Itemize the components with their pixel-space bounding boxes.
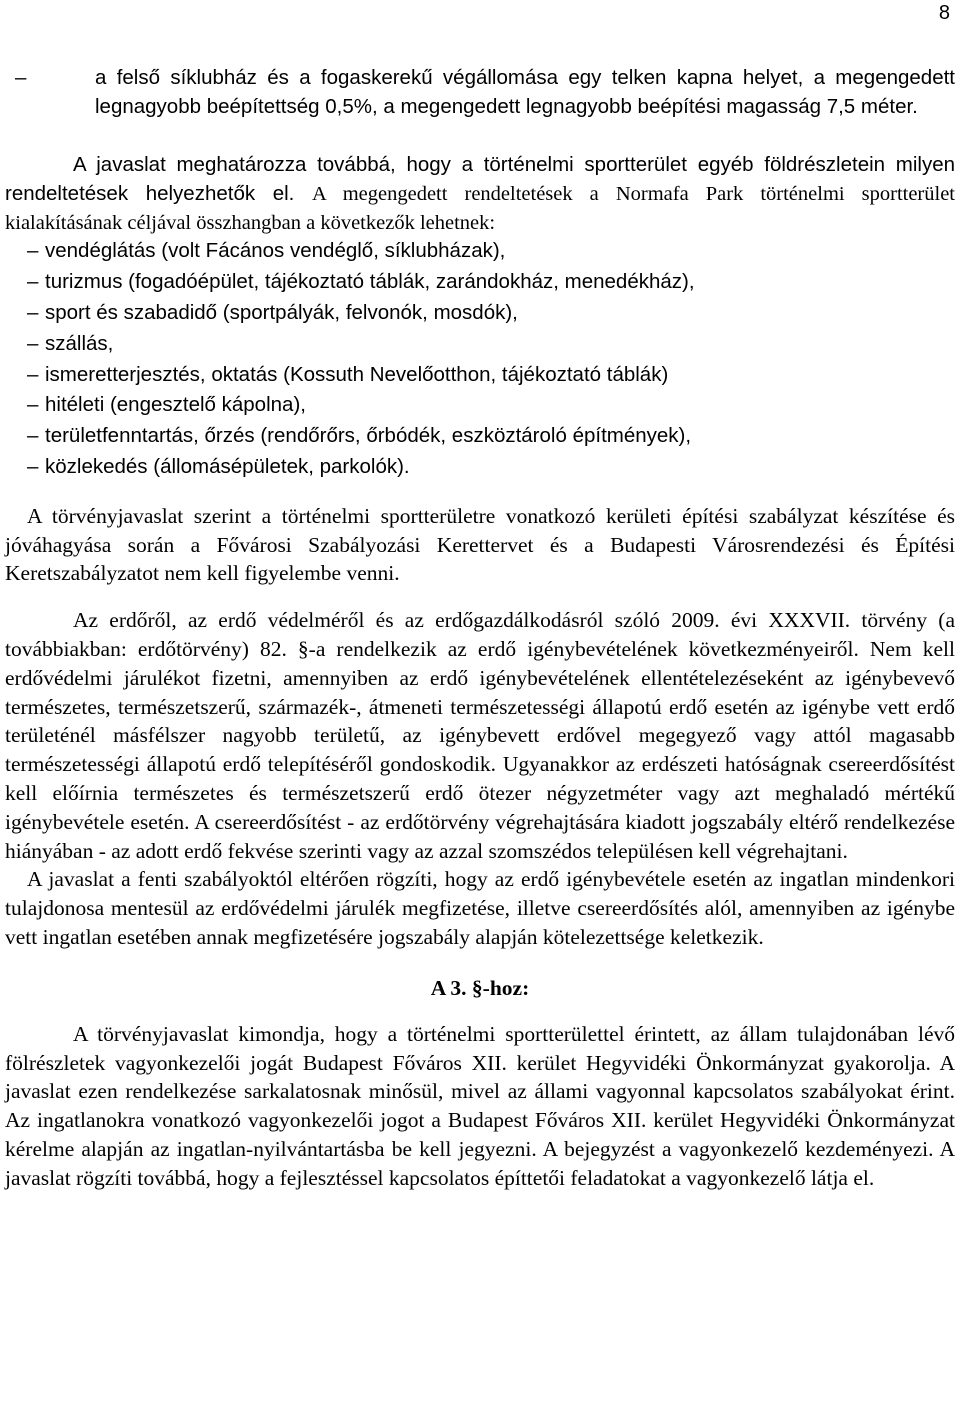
paragraph-permitted-uses — [5, 151, 955, 237]
paragraph-permitted-uses-rest: A megengedett rendeltetések a Normafa Park történelmi sportterület kialakításának céljával összhangban a következők lehetnek: — [5, 182, 955, 234]
list-item — [5, 299, 955, 330]
dash-marker: – — [27, 424, 39, 448]
paragraph-asset-management: A törvényjavaslat kimondja, hogy a történelmi sportterülettel érintett, az állam tulajdonában lévő fölrészletek vagyonkezelői jogát Budapest Főváros XII. kerület Hegyvidéki Önkormányzat gyakorolja. A javaslat ezen rendelkezése sarkalatosnak minősül, mivel az állami vagyonnal kapcsolatos szabályokat érint. Az ingatlanokra vonatkozó vagyonkezelői jogot a Budapest Főváros XII. kerület Hegyvidéki Önkormányzat kérelme alapján az ingatlan-nyilvántartásba be kell jegyezni. A bejegyzést a vagyonkezelő kezdeményezi. A javaslat rögzíti továbbá, hogy a fejlesztéssel kapcsolatos építtetői feladatokat a vagyonkezelő látja el. — [5, 1021, 955, 1190]
dash-marker: – — [27, 362, 39, 386]
document-body — [5, 64, 955, 1192]
list-item-text: turizmus (fogadóépület, tájékoztató táblák, zarándokház, menedékház), — [45, 270, 695, 294]
page-number: 8 — [938, 2, 950, 24]
dash-marker: – — [27, 300, 39, 324]
list-item-text: szállás, — [45, 331, 114, 355]
section-heading: A 3. §-hoz: — [430, 975, 530, 1000]
list-item-text: a felső síklubház és a fogaskerekű végállomása egy telken kapna helyet, a megengedett legnagyobb beépítettség 0,5%, a megengedett legnagyobb beépítési magasság 7,5 méter. — [95, 66, 955, 118]
list-item-text: közlekedés (állomásépületek, parkolók). — [45, 454, 410, 478]
paragraph-permitted-uses-intro: A javaslat meghatározza továbbá, hogy a történelmi sportterület egyéb földrészletein milyen rendeltetések helyezhetők el. — [5, 153, 955, 205]
list-item — [5, 237, 955, 268]
dash-marker: – — [27, 454, 39, 478]
list-item-text: sport és szabadidő (sportpályák, felvonók, mosdók), — [45, 300, 518, 324]
list-item-top — [5, 64, 955, 121]
list-item — [5, 422, 955, 453]
list-item-text: területfenntartás, őrzés (rendőrőrs, őrbódék, eszköztároló építmények), — [45, 424, 692, 448]
list-item-text: vendéglátás (volt Fácános vendéglő, síklubházak), — [45, 239, 506, 263]
list-item — [5, 361, 955, 392]
list-item — [5, 330, 955, 361]
paragraph-forest-law: Az erdőről, az erdő védelméről és az erdőgazdálkodásról szóló 2009. évi XXXVII. törvény (a továbbiakban: erdőtörvény) 82. §-a rendelkezik az erdő igénybevételének következményeiről. Nem kell erdővédelmi járulékot fizetni, amennyiben az erdő igénybevételének ellentételezéseként az igénybevevő természetes, természetszerű, származék-, átmeneti természetességi állapotú erdő esetén az igénybe vett erdő területénél másfélszer nagyobb területű, az igénybevett erdővel megegyező vagy attól magasabb természetességi állapotú erdő telepítéséről gondoskodik. Ugyanakkor az erdészeti hatóságnak csereerdősítést kell előírnia természetes és természetszerű erdő ötezer négyzetméter vagy azt meghaladó mértékű igénybevétele esetén. A csereerdősítést - az erdőtörvény végrehajtására kiadott jogszabály eltérő rendelkezése hiányában - az adott erdő fekvése szerinti vagy az azzal szomszédos településen kell végrehajtani. — [5, 608, 955, 863]
dash-marker: – — [27, 239, 39, 263]
list-item — [5, 453, 955, 484]
list-item — [5, 391, 955, 422]
dash-marker: – — [15, 66, 27, 89]
uses-list — [5, 237, 955, 483]
dash-marker: – — [27, 270, 39, 294]
list-item — [5, 268, 955, 299]
paragraph-zoning: A törvényjavaslat szerint a történelmi sportterületre vonatkozó kerületi építési szabályzat készítése és jóváhagyása során a Fővárosi Szabályozási Kerettervet és a Budapesti Városrendezési és Építési Keretszabályzatot nem kell figyelembe venni. — [5, 503, 955, 586]
list-item-text: ismeretterjesztés, oktatás (Kossuth Nevelőotthon, tájékoztató táblák) — [45, 362, 669, 386]
dash-marker: – — [27, 331, 39, 355]
paragraph-exemption: A javaslat a fenti szabályoktól eltérően rögzíti, hogy az erdő igénybevétele esetén az ingatlan mindenkori tulajdonosa mentesül az erdővédelmi járulék megfizetése, illetve csereerdősítés alól, amennyiben az igénybe vett ingatlan esetében annak megfizetésére jogszabály alapján kötelezettsége keletkezik. — [5, 867, 955, 949]
dash-marker: – — [27, 393, 39, 417]
list-item-text: hitéleti (engesztelő kápolna), — [45, 393, 306, 417]
